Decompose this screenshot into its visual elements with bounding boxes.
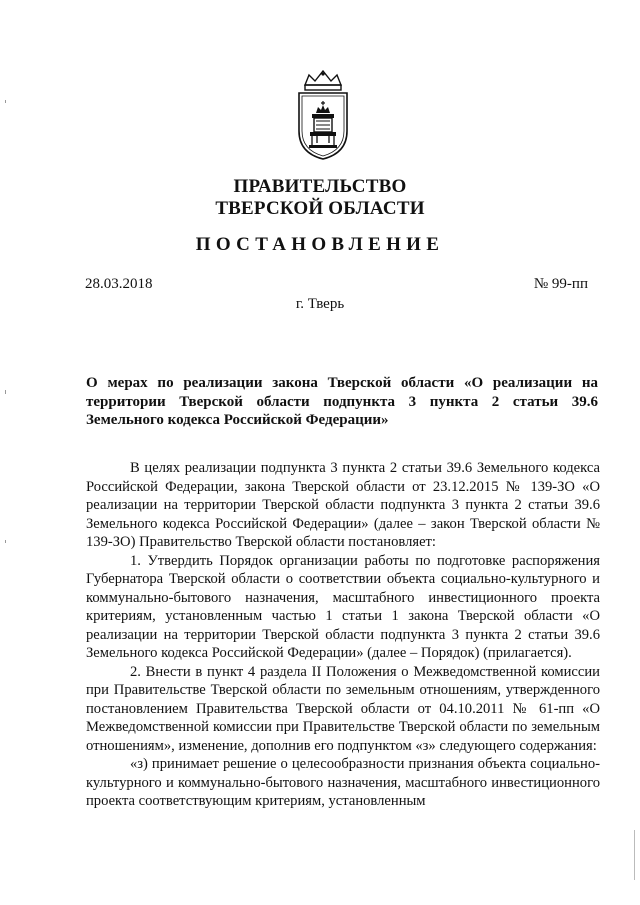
scan-edge-mark — [634, 830, 636, 880]
document-date: 28.03.2018 — [85, 276, 153, 292]
tver-coat-of-arms-icon — [295, 69, 351, 161]
body-paragraph-item-z: «з) принимает решение о целесообразности признания объекта социально-культурного и коммунально-бытового назначения, масштабного инвестиционного проекта соответствующим критериям, установленным — [86, 756, 600, 809]
organization-name-line-1: ПРАВИТЕЛЬСТВО — [233, 176, 407, 197]
body-paragraph-item-1: 1. Утвердить Порядок организации работы по подготовке распоряжения Губернатора Тверской области о соответствии объекта социально-культурного и коммунально-бытового назначения, масштабного инвестиционного проекта критериям, установленным частью 1 статьи 1 закона Тверской области «О реализации на территории Тверской области подпункта 3 пункта 2 статьи 39.6 Земельного кодекса Российской Федерации» (далее – Порядок) (прилагается). — [86, 552, 600, 661]
scan-margin-marks — [5, 100, 7, 700]
document-type-title: ПОСТАНОВЛЕНИЕ — [195, 234, 445, 255]
document-number: № 99-пп — [533, 276, 588, 292]
organization-name-line-2: ТВЕРСКОЙ ОБЛАСТИ — [215, 198, 425, 219]
document-body — [86, 459, 600, 811]
body-paragraph-item-2: 2. Внести в пункт 4 раздела II Положения о Межведомственной комиссии при Правительстве Тверской области по земельным отношениям, утвержденного постановлением Правительства Тверской области от 04.10.2011 № 61-пп «О Межведомственной комиссии при Правительстве Тверской области по земельным отношениям», изменение, дополнив его подпунктом «з» следующего содержания: — [86, 663, 600, 754]
document-subject: О мерах по реализации закона Тверской области «О реализации на территории Тверской области подпункта 3 пункта 2 статьи 39.6 Земельного кодекса Российской Федерации» — [86, 375, 598, 428]
document-city: г. Тверь — [295, 296, 345, 312]
body-paragraph-preamble: В целях реализации подпункта 3 пункта 2 статьи 39.6 Земельного кодекса Российской Федерации, закона Тверской области от 23.12.2015 № 139-ЗО «О реализации на территории Тверской области подпункта 3 пункта 2 статьи 39.6 Земельного кодекса Российской Федерации» (далее – закон Тверской области № 139-ЗО) Правительство Тверской области постановляет: — [86, 460, 600, 550]
